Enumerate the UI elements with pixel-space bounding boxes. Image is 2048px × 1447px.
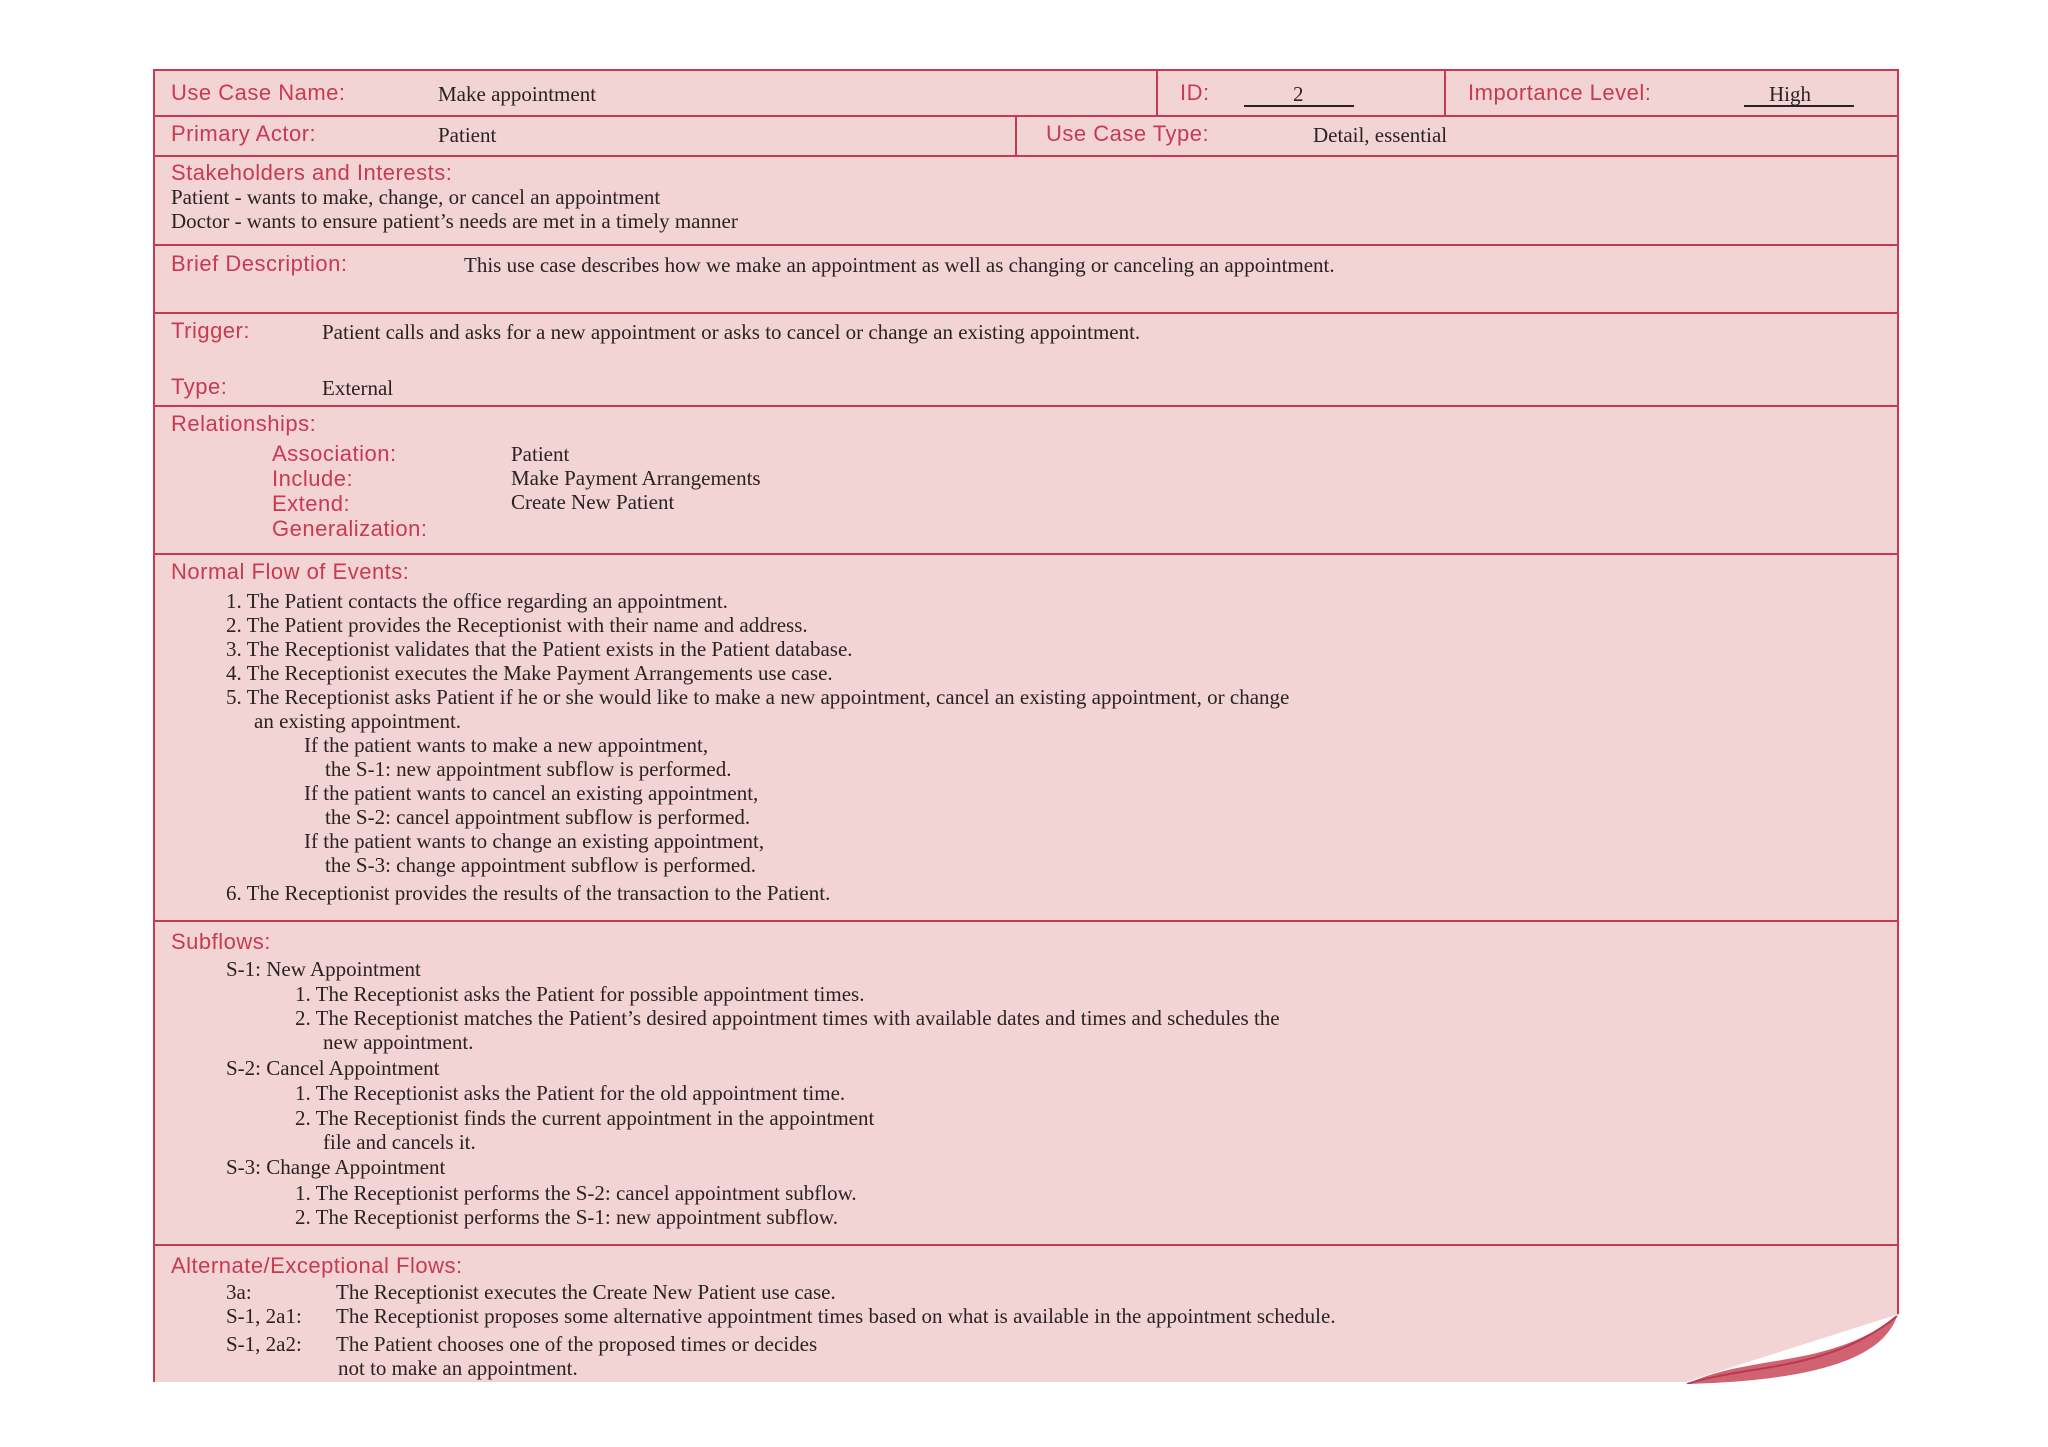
subflows-section — [155, 920, 1897, 1244]
alternate-flow-code: S-1, 2a1: — [226, 1304, 302, 1328]
subflow-step: 2. The Receptionist finds the current appointment in the appointment — [295, 1106, 875, 1130]
generalization-label: Generalization: — [272, 516, 428, 541]
stakeholder-line: Patient - wants to make, change, or cancel an appointment — [171, 185, 661, 209]
alternate-flows-label: Alternate/Exceptional Flows: — [171, 1253, 463, 1278]
brief-description-section — [155, 244, 1897, 312]
relationships-section — [155, 405, 1897, 553]
relationships-label: Relationships: — [171, 411, 317, 436]
id-value: 2 — [1293, 82, 1304, 106]
alternate-flow-continuation: not to make an appointment. — [338, 1356, 578, 1380]
subflow-title: S-3: Change Appointment — [226, 1155, 446, 1179]
actor-row-divider — [1015, 117, 1017, 155]
alternate-flow-code: 3a: — [226, 1280, 252, 1304]
primary-actor-value: Patient — [438, 123, 497, 147]
subflow-step: 1. The Receptionist asks the Patient for possible appointment times. — [295, 982, 865, 1006]
subflow-title: S-1: New Appointment — [226, 957, 421, 981]
flow-condition: If the patient wants to make a new appointment, — [304, 733, 709, 757]
subflow-title: S-2: Cancel Appointment — [226, 1056, 440, 1080]
brief-description-label: Brief Description: — [171, 251, 348, 276]
use-case-type-value: Detail, essential — [1313, 123, 1448, 147]
use-case-form — [153, 69, 1899, 1382]
flow-step: 3. The Receptionist validates that the Patient exists in the Patient database. — [226, 637, 853, 661]
extend-label: Extend: — [272, 491, 351, 516]
flow-step-continuation: an existing appointment. — [254, 709, 462, 733]
flow-step: 2. The Patient provides the Receptionist with their name and address. — [226, 613, 808, 637]
actor-row — [155, 115, 1897, 155]
extend-value: Create New Patient — [511, 490, 675, 514]
flow-condition: If the patient wants to cancel an existing appointment, — [304, 781, 759, 805]
alternate-flow-text: The Patient chooses one of the proposed times or decides — [336, 1332, 818, 1356]
association-value: Patient — [511, 442, 570, 466]
flow-condition-result: the S-3: change appointment subflow is performed. — [325, 853, 756, 877]
flow-condition: If the patient wants to change an existing appointment, — [304, 829, 765, 853]
subflow-step: 1. The Receptionist asks the Patient for the old appointment time. — [295, 1081, 846, 1105]
flow-condition-result: the S-1: new appointment subflow is performed. — [325, 757, 732, 781]
subflow-step-continuation: new appointment. — [323, 1030, 474, 1054]
flow-step: 4. The Receptionist executes the Make Payment Arrangements use case. — [226, 661, 833, 685]
importance-level-value: High — [1769, 82, 1811, 106]
trigger-section — [155, 312, 1897, 405]
include-value: Make Payment Arrangements — [511, 466, 761, 490]
alternate-flows-section — [155, 1244, 1897, 1384]
subflow-step: 2. The Receptionist performs the S-1: new appointment subflow. — [295, 1205, 838, 1229]
alternate-flow-code: S-1, 2a2: — [226, 1332, 302, 1356]
subflow-step-continuation: file and cancels it. — [323, 1130, 476, 1154]
flow-condition-result: the S-2: cancel appointment subflow is performed. — [325, 805, 751, 829]
flow-step: 5. The Receptionist asks Patient if he or she would like to make a new appointment, cancel an existing appointment, or change — [226, 685, 1290, 709]
trigger-text: Patient calls and asks for a new appointment or asks to cancel or change an existing appointment. — [322, 320, 1141, 344]
normal-flow-section — [155, 553, 1897, 920]
subflow-step: 2. The Receptionist matches the Patient’s desired appointment times with available dates and times and schedules the — [295, 1006, 1280, 1030]
alternate-flow-text: The Receptionist executes the Create New Patient use case. — [336, 1280, 836, 1304]
stakeholders-label: Stakeholders and Interests: — [171, 160, 453, 185]
use-case-name-label: Use Case Name: — [171, 80, 346, 105]
header-divider-2 — [1444, 71, 1446, 115]
flow-step: 6. The Receptionist provides the results of the transaction to the Patient. — [226, 881, 831, 905]
normal-flow-label: Normal Flow of Events: — [171, 559, 410, 584]
brief-description-text: This use case describes how we make an appointment as well as changing or canceling an appointment. — [464, 253, 1335, 277]
association-label: Association: — [272, 441, 397, 466]
trigger-type-label: Type: — [171, 374, 228, 399]
use-case-type-label: Use Case Type: — [1046, 121, 1210, 146]
stakeholder-line: Doctor - wants to ensure patient’s needs are met in a timely manner — [171, 209, 738, 233]
use-case-header-row — [155, 71, 1897, 115]
page-curl-decoration — [1679, 1314, 1899, 1384]
header-divider-1 — [1156, 71, 1158, 115]
trigger-type-value: External — [322, 376, 394, 400]
trigger-label: Trigger: — [171, 318, 250, 343]
importance-level-label: Importance Level: — [1468, 80, 1652, 105]
alternate-flow-text: The Receptionist proposes some alternative appointment times based on what is available in the appointment schedule. — [336, 1304, 1336, 1328]
subflow-step: 1. The Receptionist performs the S-2: cancel appointment subflow. — [295, 1181, 857, 1205]
include-label: Include: — [272, 466, 354, 491]
primary-actor-label: Primary Actor: — [171, 121, 317, 146]
flow-step: 1. The Patient contacts the office regarding an appointment. — [226, 589, 728, 613]
stakeholders-section — [155, 155, 1897, 244]
use-case-name-value: Make appointment — [438, 82, 597, 106]
subflows-label: Subflows: — [171, 929, 271, 954]
id-label: ID: — [1180, 80, 1210, 105]
